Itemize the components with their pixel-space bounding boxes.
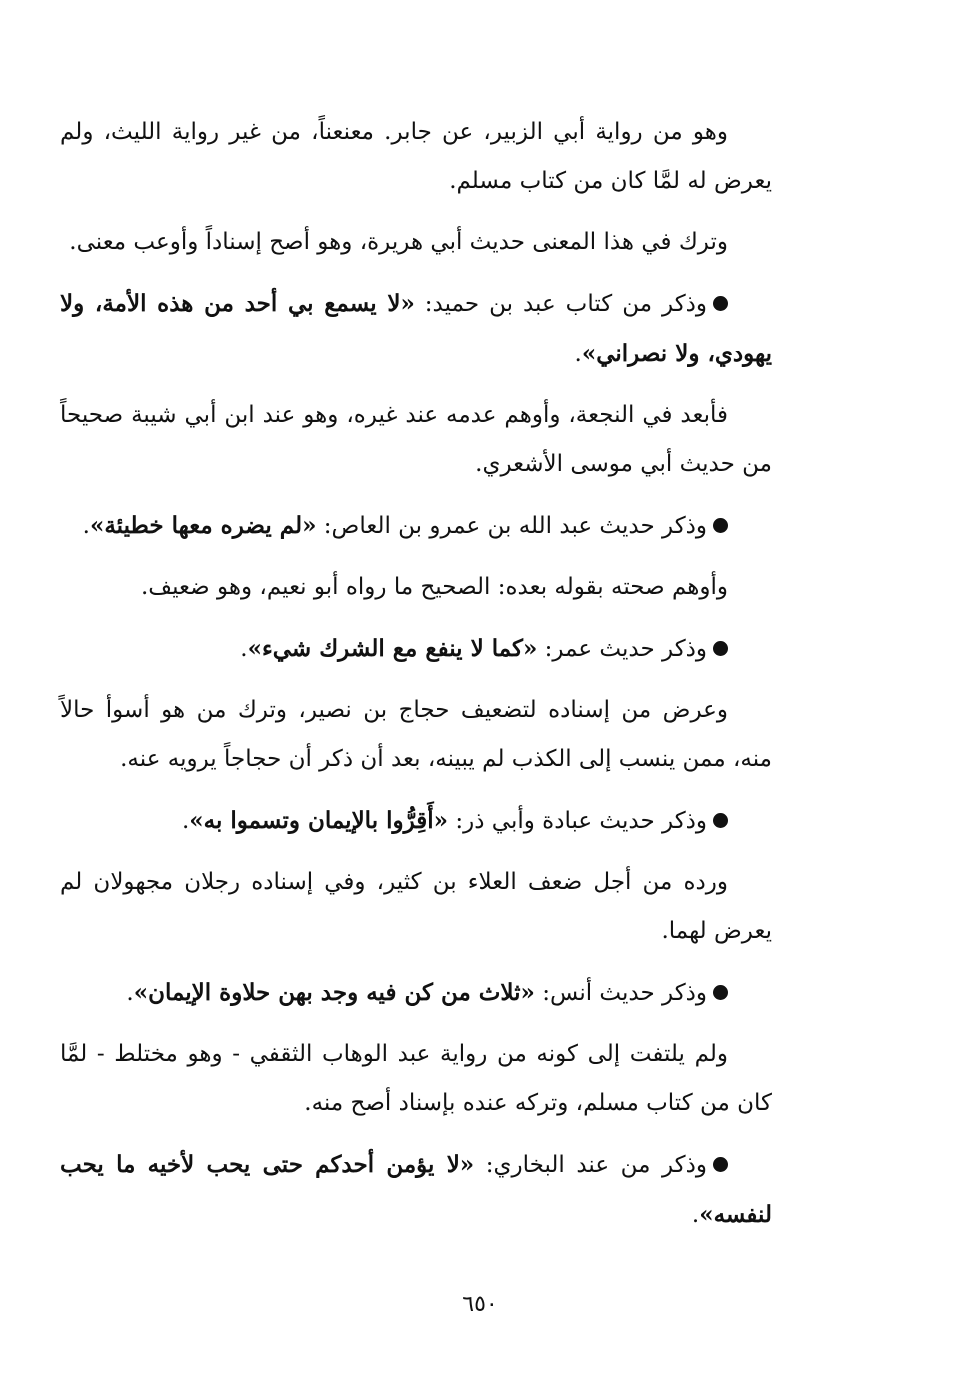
entry-tail: . [691,1202,700,1228]
entry-abdullah-bin-amr [60,501,772,551]
entry-ubada-abu-dharr [60,796,772,846]
paragraph-thaqafi [60,1030,772,1128]
entry-tail: . [82,513,90,539]
entry-lead: وذكر حديث عبادة وأبي ذر: [448,808,707,834]
entry-lead: وذكر من عند البخاري: [474,1152,707,1178]
hadith-quote: «ثلاث من كن فيه وجد بهن حلاوة الإيمان» [133,979,535,1006]
entry-lead: وذكر حديث أنس: [534,980,707,1006]
paragraph-alaa [60,858,772,956]
paragraph-text: وترك في هذا المعنى حديث أبي هريرة، وهو أصح إسناداً وأوعب معنى. [69,229,728,255]
hadith-quote: «لم يضره معها خطيئة» [89,512,317,539]
bullet-icon [713,296,728,311]
bullet-icon [713,813,728,828]
paragraph-text: وأوهم صحته بقوله بعده: الصحيح ما رواه أبو نعيم، وهو ضعيف. [140,574,728,600]
hadith-quote: «لا يسمع بي أحد من هذه الأمة، ولا يهودي، ولا نصراني» [60,290,772,367]
paragraph-abu-zubayr [60,108,772,206]
bullet-icon [713,1157,728,1172]
entry-anas [60,968,772,1018]
paragraph-text: فأبعد في النجعة، وأوهم عدمه عند غيره، وهو عند ابن أبي شيبة صحيحاً من حديث أبي موسى الأشعري. [60,402,772,477]
entry-tail: . [126,980,134,1006]
bullet-icon [713,641,728,656]
bullet-icon [713,985,728,1000]
paragraph-najaa [60,391,772,489]
entry-abd-bin-humayd [60,279,772,379]
page-number: ٦٥٠ [462,1292,498,1317]
paragraph-text: وعرض من إسناده لتضعيف حجاج بن نصير، وترك من هو أسوأ حالاً منه، ممن ينسب إلى الكذب لم يبينه، بعد أن ذكر أن حجاجاً يرويه عنه. [60,697,772,772]
hadith-quote: «كما لا ينفع مع الشرك شيء» [247,635,538,662]
hadith-quote: «لا يؤمن أحدكم حتى يحب لأخيه ما يحب لنفسه» [60,1151,772,1228]
entry-tail: . [574,341,582,367]
hadith-quote: «أَقِرُّوا بالإيمان وتسموا به» [189,807,449,834]
paragraph-text: وهو من رواية أبي الزبير، عن جابر. معنعناً، من غير رواية الليث، ولم يعرض له لمَّا كان من كتاب مسلم. [60,119,772,194]
paragraph-abu-nuaym [60,563,772,612]
entry-lead: وذكر من كتاب عبد بن حميد: [414,291,707,317]
paragraph-text: ولم يلتفت إلى كونه من رواية عبد الوهاب الثقفي - وهو مختلط - لمَّا كان من كتاب مسلم، وتركه عنده بإسناد أصح منه. [60,1041,772,1116]
entry-umar [60,624,772,674]
entry-tail: . [240,636,248,662]
entry-lead: وذكر حديث عبد الله بن عمرو بن العاص: [316,513,707,539]
paragraph-text: ورده من أجل ضعف العلاء بن كثير، وفي إسناده رجلان مجهولان لم يعرض لهما. [60,869,772,944]
entry-bukhari [60,1140,772,1240]
bullet-icon [713,518,728,533]
page-body [60,108,772,1252]
paragraph-abu-hurayra [60,218,772,267]
paragraph-hajjaj [60,686,772,784]
entry-tail: . [181,808,190,834]
entry-lead: وذكر حديث عمر: [537,636,707,662]
